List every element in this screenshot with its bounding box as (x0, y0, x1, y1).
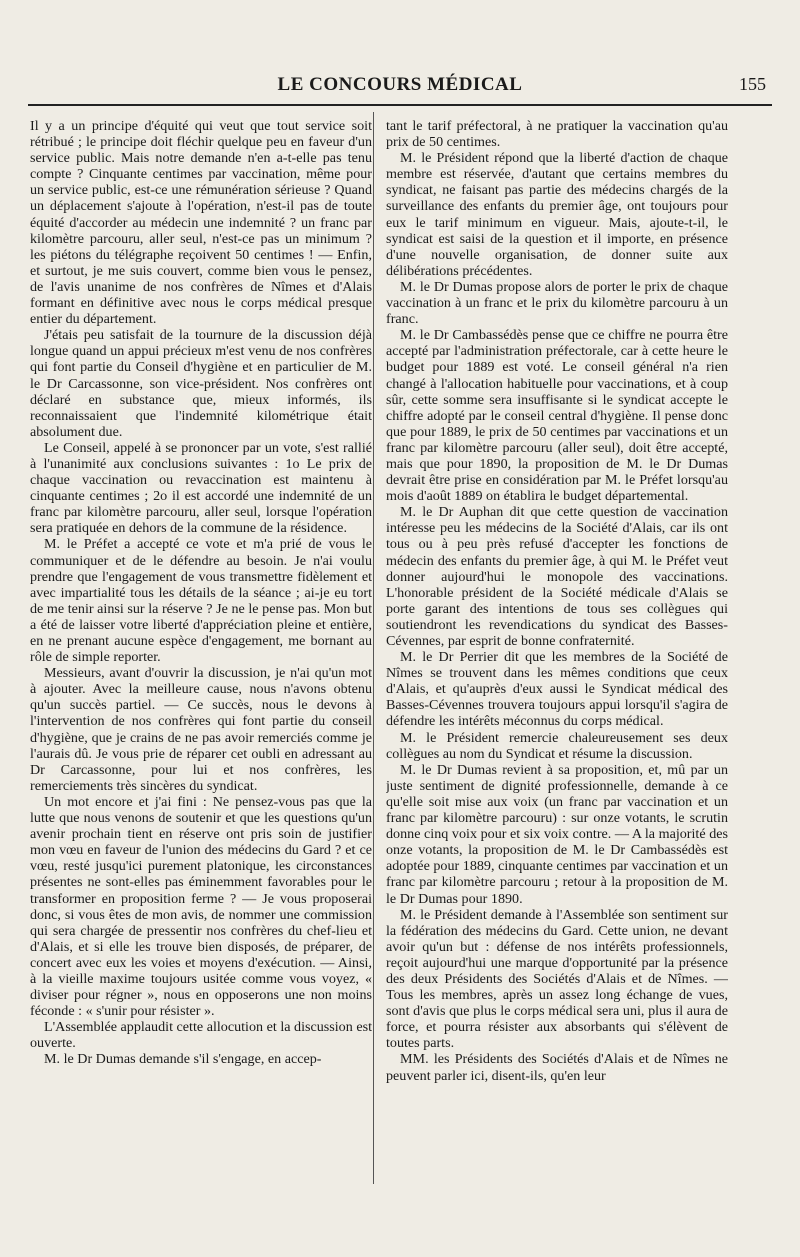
paragraph: Le Conseil, appelé à se prononcer par un vote, s'est rallié à l'unanimité aux conclusions suivantes : 1o Le prix de chaque vaccination ou revaccination est maintenu à cinquante centimes ; 2o il est accordé une indemnité de un franc par kilomètre parcouru, aller seul, lorsque l'opération sera pratiquée en dehors de la commune de la résidence. (30, 439, 372, 537)
running-header (30, 72, 770, 104)
paragraph: M. le Dr Dumas demande s'il s'engage, en accep- (44, 1051, 322, 1068)
right-column (386, 118, 728, 1188)
paragraph: Un mot encore et j'ai fini : Ne pensez-vous pas que la lutte que nous venons de soutenir et que les questions qu'un avenir prochain tient en réserve ont pris soin de justifier mon vœu en faveur de l'union des médecins du Gard ? et ce vœu, resté jusqu'ici purement platonique, les circonstances présentes ne sont-elles pas éminemment favorables pour le transformer en proposition ferme ? — Je vous proposerai donc, si vous êtes de mon avis, de nommer une commission qui sera chargée de pressentir nos confrères du chef-lieu et d'Alais, et si elle les trouve bien disposés, de préparer, de concert avec eux les voies et moyens d'exécution. — Ainsi, à la vieille maxime toujours usitée comme vous voyez, « diviser pour régner », nous en opposerons une non moins féconde : « s'unir pour résister ». (30, 793, 372, 1020)
paragraph: M. le Dr Perrier dit que les membres de la Société de Nîmes se trouvent dans les mêmes conditions que ceux d'Alais, et qu'auprès d'eux aussi le Syndicat médical des Basses-Cévennes trouvera toujours appui lorsqu'il s'agira de défendre les intérêts méconnus du corps médical. (386, 649, 728, 730)
left-column (30, 118, 372, 1188)
column-divider (373, 112, 374, 1184)
paragraph: M. le Dr Dumas revient à sa proposition, et, mû par un juste sentiment de dignité professionnelle, demande à ce qu'elle soit mise aux voix (un franc par vaccination et un franc par kilomètre parcouru) : sur onze votants, le scrutin donne cinq voix pour et six voix contre. — A la majorité des onze votants, la proposition de M. le Dr Cambassédès est adoptée pour 1889, cinquante centimes par vaccination et un franc par kilomètre parcouru ; retour à la proposition de M. le Dr Dumas pour 1890. (386, 761, 728, 907)
paragraph: tant le tarif préfectoral, à ne pratiquer la vaccination qu'au prix de 50 centimes. (386, 118, 728, 151)
paragraph: M. le Préfet a accepté ce vote et m'a prié de vous le communiquer et de le défendre au besoin. Je n'ai voulu prendre que l'engagement de vous transmettre fidèlement et avec impartialité tous les détails de la séance ; ai-je eu tort de me tenir ainsi sur la réserve ? Je ne le pense pas. Mon but a été de laisser votre liberté d'appréciation pleine et entière, en ne prenant aucune espèce d'engagement, me bornant au rôle de simple reporter. (30, 536, 372, 666)
paragraph: M. le Président remercie chaleureusement ses deux collègues au nom du Syndicat et résume la discussion. (386, 729, 728, 762)
paragraph: Il y a un principe d'équité qui veut que tout service soit rétribué ; le principe doit fléchir quelque peu en faveur d'un service public. Mais notre demande n'en a-t-elle pas tenu compte ? Cinquante centimes par vaccination, même pour un service public, est-ce une rémunération sérieuse ? Quand un déplacement s'ajoute à l'opération, n'est-il pas de toute équité d'accorder au médecin une indemnité ? un franc par kilomètre parcouru, aller seul, n'est-ce pas un minimum ? les piétons du télégraphe reçoivent 50 centimes ! — Enfin, et surtout, je me suis couvert, comme bien vous le pensez, de l'avis unanime de nos confrères de Nîmes et d'Alais formant en définitive avec nous le corps médical presque entier du département. (30, 118, 372, 328)
paragraph: M. le Président répond que la liberté d'action de chaque membre est réservée, d'autant que certains membres du syndicat, ne faisant pas partie des médecins chargés de la surveillance des enfants du premier âge, ont toujours pour eux le tarif minimum en vigueur. Mais, ajoute-t-il, le syndicat est saisi de la question et il importe, en présence d'une nouvelle organisation, de donner suite aux délibérations précédentes. (386, 150, 728, 279)
paragraph: M. le Dr Auphan dit que cette question de vaccination intéresse peu les médecins de la Société d'Alais, car ils ont tous ou à peu près refusé d'accepter les fonctions de médecin des enfants du premier âge, à qui M. le Préfet veut donner aujourd'hui le monopole des vaccinations. L'honorable président de la Société médicale d'Alais se porte garant des intentions de tous ses collègues qui soutiendront les revendications du syndicat des Basses-Cévennes, par esprit de bonne confraternité. (386, 504, 728, 649)
paragraph: MM. les Présidents des Sociétés d'Alais et de Nîmes ne peuvent parler ici, disent-ils, qu'en leur (386, 1051, 728, 1084)
paragraph: M. le Dr Cambassédès pense que ce chiffre ne pourra être accepté par l'administration préfectorale, car à cette heure le budget pour 1889 est voté. Le conseil général n'a rien changé à l'allocation habituelle pour vaccinations, et à coup sûr, cette somme sera insuffisante si le syndicat accepte le chiffre adopté par le conseil central d'hygiène. Il pense donc que pour 1889, le prix de 50 centimes par vaccinations et un franc par kilomètre parcouru (aller seul), doit être accepté, mais que pour 1890, la proposition de M. le Dr Dumas devrait être prise en considération par M. le Préfet lorsqu'au mois d'août 1889 on établira le budget départemental. (386, 327, 728, 505)
journal-title: LE CONCOURS MÉDICAL (277, 74, 523, 95)
paragraph: J'étais peu satisfait de la tournure de la discussion déjà longue quand un appui précieux m'est venu de nos confrères qui font partie du Conseil d'hygiène et en particulier de M. le Dr Carcassonne, son vice-président. Nos confrères ont déclaré en substance que, mieux informés, ils reconnaissaient que l'indemnité kilométrique était absolument due. (30, 327, 372, 440)
paragraph: Messieurs, avant d'ouvrir la discussion, je n'ai qu'un mot à ajouter. Avec la meilleure cause, nous n'avons obtenu qu'un succès partiel. — Ce succès, nous le devons à l'intervention de nos confrères qui font partie du conseil d'hygiène, que je crains de ne pas avoir remerciés comme je l'aurais dû. Je vous prie de réparer cet oubli en adressant au Dr Carcassonne, pour lui et nos confrères, les remerciements très sincères du syndicat. (30, 665, 372, 794)
paragraph: M. le Président demande à l'Assemblée son sentiment sur la fédération des médecins du Gard. Cette union, ne devant avoir qu'un but : défense de nos intérêts professionnels, reçoit aujourd'hui une marque d'opportunité par la présence des deux Présidents des Sociétés d'Alais et de Nîmes. — Tous les membres, après un assez long échange de vues, sont d'avis que plus le corps médical sera uni, plus il aura de force, et pourra résister aux absorbants qui s'élèvent de toutes parts. (386, 906, 728, 1052)
page-number: 155 (739, 74, 766, 94)
header-rule (28, 104, 772, 106)
paragraph: M. le Dr Dumas propose alors de porter le prix de chaque vaccination à un franc et le prix du kilomètre parcouru à un franc. (386, 278, 728, 328)
paragraph: L'Assemblée applaudit cette allocution et la discussion est ouverte. (30, 1019, 372, 1052)
